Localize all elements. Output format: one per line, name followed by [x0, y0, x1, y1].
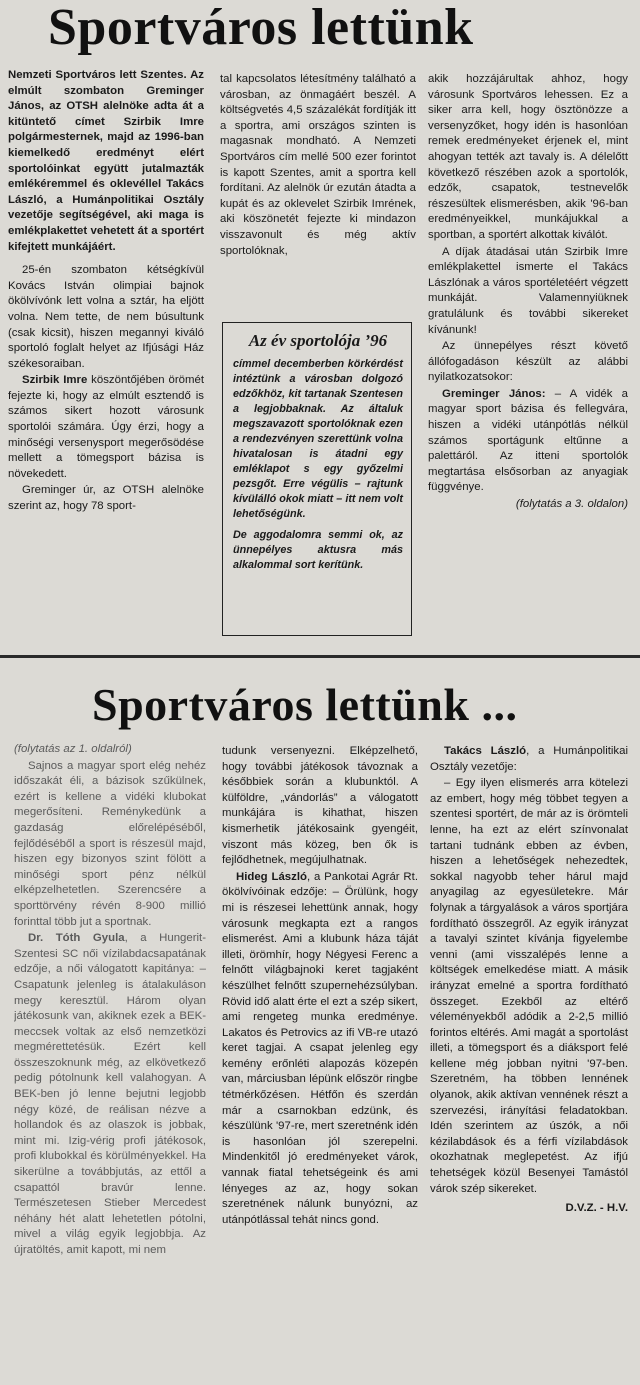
paragraph: Az ünnepélyes részt követő állófogadáson készült az alábbi nyilatkozatsokor: — [428, 340, 628, 384]
paragraph: akik hozzájárultak ahhoz, hogy városunk Sportváros lehessen. Ez a siker arra kell, hogy ösztönözze a versenyzőket, hogy idén is hasonlóan remek eredményeket érjenek el, mint ahogyan tették azt tavaly is. A délelőtt következő részében azok a sportolók, edzők, csapatok, testnevelők részesültek elismerésben, akik '96-ban eredményeikkel, munkájukkal a sportban, a sportért alkottak kiválót. — [428, 73, 628, 241]
sidebar-title: Az év sportolója ’96 — [248, 331, 388, 350]
paragraph: A díjak átadásai után Szirbik Imre emlékplakettel ismerte el Takács Lászlónak a város sportéletéért végzett munkáját. Valamennyiüknek gratulálunk és további sikereket kívánunk! — [428, 245, 628, 336]
article-column-2 — [220, 72, 416, 322]
paragraph: Szirbik Imre köszöntőjében örömét fejezte ki, hogy az elmúlt esztendő is számos sikert hozott városunk sportolói számára. Úgy érzi, hogy a minőségi versenysport megerősödése mellett a tömegsport bázisa is növekedett. — [8, 374, 204, 480]
paragraph: Takács László, a Humánpolitikai Osztály vezetője: — [430, 745, 628, 773]
paragraph: Greminger úr, az OTSH alelnöke szerint az, hogy 78 sport- — [8, 484, 204, 513]
paragraph: Sajnos a magyar sport elég nehéz időszakát éli, a bázisok szűkülnek, ezért is kellene a vidéki klubokat megerősíteni. Reménykedünk a gazdaság előrelépéséből, fejlődéséből a sport is részesül majd, hiszen egy bizonyos szint fölött a minőségi sport pénz nélkül elképzelhetetlen. Szerencsére a sporttörvény révén 8-900 millió forinttal több jut a sportnak. — [14, 759, 206, 928]
paragraph: 25-én szombaton kétségkívül Kovács István olimpiai bajnok ökölvívónk lett volna a sztár, ha eljött volna. Nem tette, de nem búsultunk (csak kicsit), hiszen megannyi kiváló sportoló foglalt helyet az Ifjúsági Ház székesoraiban. — [8, 264, 204, 370]
paragraph: tal kapcsolatos létesítmény található a városban, az önmagáért beszél. A költségvetés 4,5 százalékát fordítják itt a sportra, ami országos szinten is magasnak mondható. A Nemzeti Sportváros cím mellé 500 ezer forintot is kapott Szentes, amit a sportra kell fordítani. Az alelnök úr ezután átadta a kupát és az oklevelet Szirbik Imrének, aki köszönetét fejezte ki mindazon visszavonult és még aktív sportolóknak, — [220, 73, 416, 257]
person-name: Hideg László — [236, 870, 307, 883]
continued-note: (folytatás a 3. oldalon) — [515, 498, 628, 511]
person-name: Takács László — [444, 745, 527, 757]
author-signature: D.V.Z. - H.V. — [565, 1202, 628, 1215]
paragraph: – Egy ilyen elismerés arra kötelezi az embert, hogy még többet tegyen a szentesi sportért, de már az is örömteli lenne, ha ezt az elért színvonalat tartani tudnánk ebben az évben, hiszen a lehetőségek nehezedtek, sokkal nagyobb teher hárul majd anyagilag az egyesületekre. Már folynak a tárgyalások a város sportjára fordítható összegről. Az egyik irányzat a tavalyi szintet kívánja figyelembe venni (ami visszalépés lenne a költségek emelkedése miatt. A másik irányzat emelné a sportra fordítható összeget. Ezekből az eltérő véleményekből adódik a 2-2,5 millió forintos eltérés. Ami magát a sportolást illeti, a tömegsport és a diáksport felé kellene még jobban nyitni '97-ben. Szeretném, ha többen lennének olyanok, akik aktívan vennének részt a szervezési, irányítási feladatokban. Idén szerintem az úszók, a női kézilabdások és a férfi vízilabdások okozhatnak meglepetést. Az ifjú tehetségek közül Besenyei Tamástól várok szép sikereket. — [430, 777, 628, 1195]
article-column-3 — [430, 744, 628, 1380]
paragraph: Dr. Tóth Gyula, a Hungerit-Szentesi SC női vízilabdacsapatának edzője, a női válogatott kapitánya: – Csapatunk jelenleg is átalakuláson megy keresztül. Három olyan játékosunk van, akiknek ezek a BEK-meccsek voltak az első nemzetközi megmérettetésük. Ezért kell összeszoknunk még, az elkövetkező pedig pótolnunk kell valahogyan. A BEK-ben jó lenne bejutni legjobb négy közé, de reálisan nézve a hollandok és az olaszok is jobbak, mint mi. Izig-vérig profi játékosok, profi klubokkal és körülményekkel. Ha sikerülne a továbbjutás, az ettől a csapattól bravúr lenne. Természetesen Stieber Mercedest néhány hét alatt lehetetlen pótolni, mivel a világ egyik legjobbja. Az újratöltés, amit kapott, mi nem — [14, 932, 206, 1256]
continued-from-note: (folytatás az 1. oldalról) — [14, 743, 132, 755]
article-column-1 — [14, 742, 206, 1382]
person-name: Dr. Tóth Gyula — [28, 932, 125, 945]
sidebar-paragraph: De aggodalomra semmi ok, az ünnepélyes aktusra más alkalommal sort kerítünk. — [233, 529, 403, 571]
paragraph: tudunk versenyezni. Elképzelhető, hogy további játékosok távoznak a későbbiek során a klubunktól. A külföldre, „vándorlás” a válogatott munkájára is kihathat, hiszen kismerhetik játékosaink gyengéit, viszont más közeg, ben ők is fejlődhetnek, megújulhatnak. — [222, 745, 418, 867]
article-column-2 — [222, 744, 418, 1384]
sidebar-paragraph: címmel decemberben körkérdést intéztünk a városban dolgozó edzőkhöz, kit tartanak Szentesen a legjobbaknak. Az általuk megszavazott sportolóknak ezen a rendezvényen szerettünk volna hivatalosan is átadni egy emléklapot s egy győzelmi pezsgőt. Erre végülis – rajtunk kívülálló okok miatt – itt nem volt lehetőségünk. — [233, 358, 403, 520]
paragraph: Greminger János: – A vidék a magyar sport bázisa és fellegvára, hiszen a vidéki utánpótlás nélkül számos sportágunk eltűnne a palettáról. Az itteni sportolók megtartása elsősorban az anyagiak függvénye. — [428, 387, 628, 494]
article-continuation — [0, 658, 640, 1385]
person-name: Szirbik Imre — [22, 374, 88, 387]
article-column-1 — [8, 68, 204, 648]
person-name: Greminger János: — [442, 387, 546, 400]
article-headline: Sportváros lettünk — [48, 0, 474, 56]
article-headline: Sportváros lettünk ... — [92, 679, 518, 730]
lead-paragraph: Nemzeti Sportváros lett Szentes. Az elmúlt szombaton Greminger János, az OTSH alelnöke adta át a kitüntető címet Szirbik Imre polgármesternek, majd az 1996-ban kiemelkedő eredményt elért sportolóinkat együtt jutalmazták emlékéremmel és oklevéllel Takács László, a Humánpolitikai Osztály vezetője segítségével, aki maga is emlékplakettet vehetett át a sportért kifejtett munkájáért. — [8, 69, 204, 253]
article-column-3 — [428, 72, 628, 650]
article-front-page — [0, 0, 640, 655]
paragraph: Hideg László, a Pankotai Agrár Rt. ökölvívóinak edzője: – Örülünk, hogy mi is részesei lehettünk annak, hogy városunk megkapta ezt a rangos elismerést. Ami a klubunk háza táját illeti, örömhír, hogy Négyesi Ferenc a felnőtt világbajnoki keret tagjaként készülhet felnőtt szupernehézsúlyban. Rövid idő alatt érte el ezt a szép sikert, ami rengeteg munka eredménye. Lakatos és Petrovics az ifi VB-re utazó keret tagjai. A csapat jelenleg egy kemény erőnléti alapozás közepén van, márciusban lépünk először ringbe tétmérkőzésen. Hétfőn és szerdán már a csarnokban edzünk, és készülünk '97-re, mert szeretnénk idén is hasonlóan jól szerepelni. Mindenkitől jó eredményeket várok, vannak fiatal tehetségeink és ami lényeges az az, hogy sokan szeretnének nálunk bunyózni, az utánpótlással tehát nincs gond. — [222, 870, 418, 1226]
sidebar-box — [222, 322, 412, 636]
